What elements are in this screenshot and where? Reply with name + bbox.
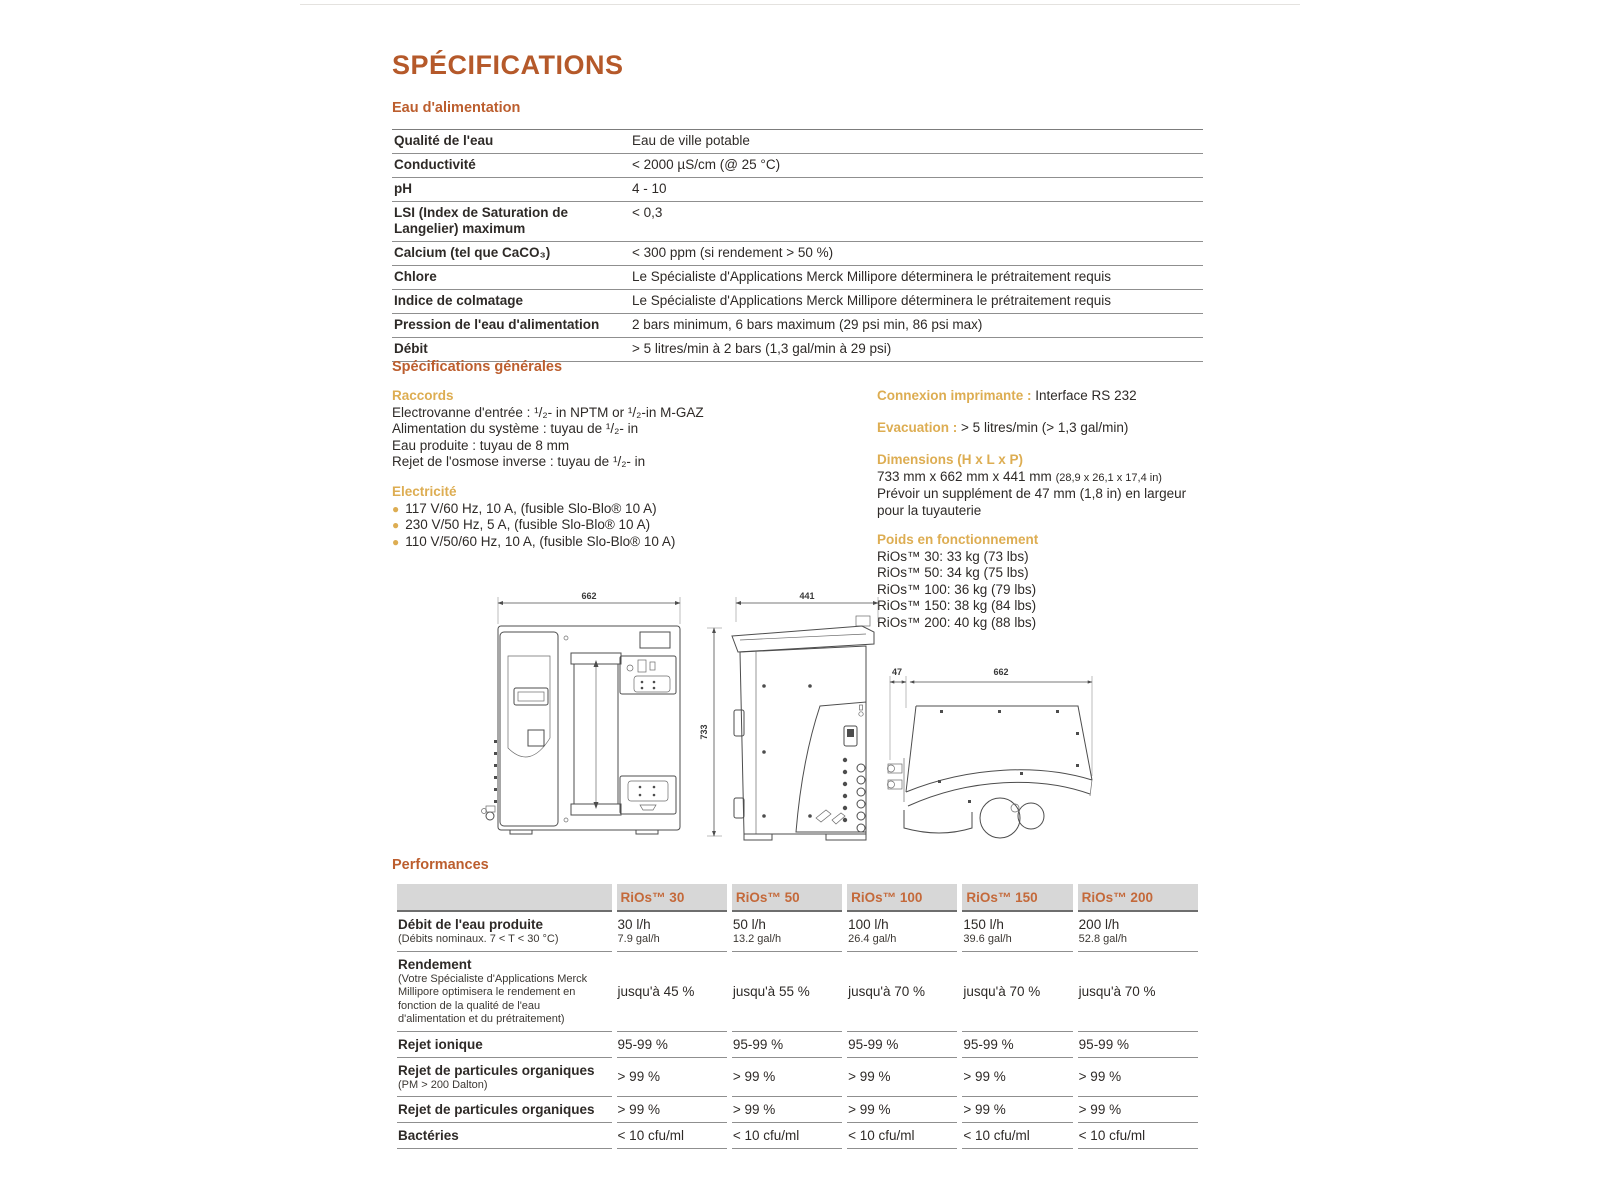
weights-heading: Poids en fonctionnement: [877, 532, 1039, 547]
raccords-line: Electrovanne d'entrée : ¹/₂- in NPTM or ¹/₂-in M-GAZ: [392, 404, 704, 420]
cell-value: > 99 %: [847, 1057, 957, 1097]
row-value: Eau de ville potable: [630, 130, 1203, 154]
cell-value: 200 l/h 52.8 gal/h: [1078, 917, 1127, 945]
weight-line: RiOs™ 30: 33 kg (73 lbs): [877, 548, 1029, 564]
cell-value: > 99 %: [732, 1057, 842, 1097]
row-value: < 300 ppm (si rendement > 50 %): [630, 242, 1203, 266]
column-header: RiOs™ 200: [1078, 884, 1198, 912]
top-view-drawing: [880, 660, 1110, 850]
row-label: pH: [392, 178, 630, 202]
general-specs-heading: Spécifications générales: [392, 359, 563, 375]
row-label: Rejet de particules organiques: [397, 1096, 612, 1122]
cell-value: 95-99 %: [962, 1031, 1072, 1057]
row-label: Pression de l'eau d'alimentation: [392, 314, 630, 338]
cell-value: 150 l/h 39.6 gal/h: [963, 917, 1012, 945]
table-row: [397, 1031, 1198, 1057]
dimensions-block: [877, 452, 1193, 519]
evacuation-label: Evacuation :: [877, 420, 958, 435]
cell-value: jusqu'à 45 %: [617, 951, 727, 1031]
row-value: < 2000 µS/cm (@ 25 °C): [630, 154, 1203, 178]
table-row: [392, 202, 1203, 242]
row-label: LSI (Index de Saturation de Langelier) maximum: [392, 202, 630, 242]
row-value: 2 bars minimum, 6 bars maximum (29 psi min, 86 psi max): [630, 314, 1203, 338]
electricite-item: 117 V/60 Hz, 10 A, (fusible Slo-Blo® 10 A): [405, 500, 657, 516]
cell-value: 95-99 %: [1078, 1031, 1198, 1057]
table-row: [392, 338, 1203, 362]
row-label: Calcium (tel que CaCO₃): [392, 242, 630, 266]
cell-value: > 99 %: [847, 1096, 957, 1122]
row-label: Rejet de particules organiques (PM > 200 Dalton): [397, 1057, 612, 1097]
cell-value: < 10 cfu/ml: [732, 1122, 842, 1149]
table-row: [392, 154, 1203, 178]
cell-value: < 10 cfu/ml: [1078, 1122, 1198, 1149]
printer-connection: [877, 388, 1207, 405]
side-view-drawing: [698, 590, 888, 848]
evacuation: [877, 420, 1207, 437]
bullet-icon: ●: [392, 518, 400, 532]
page-title: SPÉCIFICATIONS: [392, 50, 624, 80]
row-value: Le Spécialiste d'Applications Merck Millipore déterminera le prétraitement requis: [630, 266, 1203, 290]
cell-value: < 10 cfu/ml: [962, 1122, 1072, 1149]
row-label: Indice de colmatage: [392, 290, 630, 314]
cell-value: 100 l/h 26.4 gal/h: [848, 917, 897, 945]
feed-water-heading: Eau d'alimentation: [392, 100, 521, 116]
column-header: RiOs™ 50: [732, 884, 842, 912]
evacuation-value: > 5 litres/min (> 1,3 gal/min): [961, 420, 1129, 435]
feed-water-table: [392, 129, 1203, 362]
electricite-item: 110 V/50/60 Hz, 10 A, (fusible Slo-Blo® 10 A): [405, 533, 676, 549]
table-row: [392, 130, 1203, 154]
cell-value: 50 l/h 13.2 gal/h: [732, 917, 782, 945]
cell-value: jusqu'à 70 %: [847, 951, 957, 1031]
cell-value: > 99 %: [1078, 1057, 1198, 1097]
weight-line: RiOs™ 100: 36 kg (79 lbs): [877, 581, 1037, 597]
electricite-item: 230 V/50 Hz, 5 A, (fusible Slo-Blo® 10 A): [405, 517, 651, 532]
column-header: RiOs™ 30: [617, 884, 727, 912]
row-value: Le Spécialiste d'Applications Merck Millipore déterminera le prétraitement requis: [630, 290, 1203, 314]
cell-value: > 99 %: [617, 1096, 727, 1122]
row-label: Qualité de l'eau: [392, 130, 630, 154]
column-header: RiOs™ 100: [847, 884, 957, 912]
dimensions-note: Prévoir un supplément de 47 mm (1,8 in) en largeur pour la tuyauterie: [877, 486, 1187, 518]
performances-heading: Performances: [392, 857, 489, 873]
list-item: [392, 501, 872, 518]
row-value: < 0,3: [630, 202, 1203, 242]
electricite-block: [392, 484, 872, 550]
table-row: [397, 1057, 1198, 1097]
dimension-label: 733: [699, 724, 709, 740]
list-item: [392, 517, 872, 534]
raccords-line: Rejet de l'osmose inverse : tuyau de ¹/₂- in: [392, 454, 646, 469]
row-value: > 5 litres/min à 2 bars (1,3 gal/min à 29 psi): [630, 338, 1203, 362]
dimension-label: 662: [581, 591, 597, 601]
cell-value: > 99 %: [962, 1096, 1072, 1122]
dimension-label: 662: [993, 667, 1009, 677]
row-label: Rejet ionique: [397, 1031, 612, 1057]
printer-connection-label: Connexion imprimante :: [877, 388, 1032, 403]
weight-line: RiOs™ 150: 38 kg (84 lbs): [877, 598, 1037, 613]
raccords-heading: Raccords: [392, 388, 454, 403]
column-header: RiOs™ 150: [962, 884, 1072, 912]
dimensions-value-inches: (28,9 x 26,1 x 17,4 in): [1055, 471, 1162, 484]
dimension-label: 441: [799, 591, 815, 601]
row-label: Débit: [392, 338, 630, 362]
table-row: [392, 242, 1203, 266]
bullet-icon: ●: [392, 501, 400, 516]
performance-table: [392, 884, 1203, 1149]
weights-block: [877, 532, 1207, 631]
table-row: [397, 1096, 1198, 1122]
raccords-block: [392, 388, 872, 471]
row-label: Chlore: [392, 266, 630, 290]
cell-value: 95-99 %: [847, 1031, 957, 1057]
row-label: Bactéries: [397, 1122, 612, 1149]
cell-value: jusqu'à 70 %: [1078, 951, 1198, 1031]
list-item: [392, 534, 872, 551]
table-row: [397, 912, 1198, 951]
cell-value: jusqu'à 55 %: [732, 951, 842, 1031]
cell-value: > 99 %: [617, 1057, 727, 1097]
column-header-empty: [397, 884, 612, 912]
row-value: 4 - 10: [630, 178, 1203, 202]
table-row: [392, 266, 1203, 290]
row-label: Débit de l'eau produite (Débits nominaux. 7 < T < 30 °C): [398, 917, 559, 945]
weight-line: RiOs™ 50: 34 kg (75 lbs): [877, 565, 1029, 580]
cell-value: < 10 cfu/ml: [847, 1122, 957, 1149]
cell-value: > 99 %: [962, 1057, 1072, 1097]
table-row: [392, 178, 1203, 202]
cell-value: > 99 %: [732, 1096, 842, 1122]
table-row: [392, 290, 1203, 314]
weight-line: RiOs™ 200: 40 kg (88 lbs): [877, 614, 1037, 630]
front-view-drawing: [478, 590, 690, 848]
table-row: [392, 314, 1203, 338]
table-row: [397, 951, 1198, 1031]
dimensions-heading: Dimensions (H x L x P): [877, 452, 1024, 467]
cell-value: 95-99 %: [732, 1031, 842, 1057]
row-label: Conductivité: [392, 154, 630, 178]
cell-value: 30 l/h 7.9 gal/h: [617, 917, 660, 945]
dimensions-line: [877, 469, 1193, 487]
electricite-heading: Electricité: [392, 484, 457, 499]
dimensions-value: 733 mm x 662 mm x 441 mm: [877, 468, 1052, 484]
cell-value: > 99 %: [1078, 1096, 1198, 1122]
cell-value: jusqu'à 70 %: [962, 951, 1072, 1031]
table-header-row: [397, 884, 1198, 912]
cell-value: < 10 cfu/ml: [617, 1122, 727, 1149]
bullet-icon: ●: [392, 534, 400, 549]
raccords-line: Eau produite : tuyau de 8 mm: [392, 437, 570, 453]
table-row: [397, 1122, 1198, 1149]
printer-connection-value: Interface RS 232: [1035, 388, 1137, 403]
row-label: Rendement (Votre Spécialiste d'Applications Merck Millipore optimisera le rendement en fonction de la qualité de l'eau d'alimentation et du prétraitement): [397, 951, 612, 1031]
raccords-line: Alimentation du système : tuyau de ¹/₂- in: [392, 421, 639, 436]
cell-value: 95-99 %: [617, 1031, 727, 1057]
dimension-label: 47: [891, 667, 903, 677]
page-edge: [300, 4, 1300, 5]
